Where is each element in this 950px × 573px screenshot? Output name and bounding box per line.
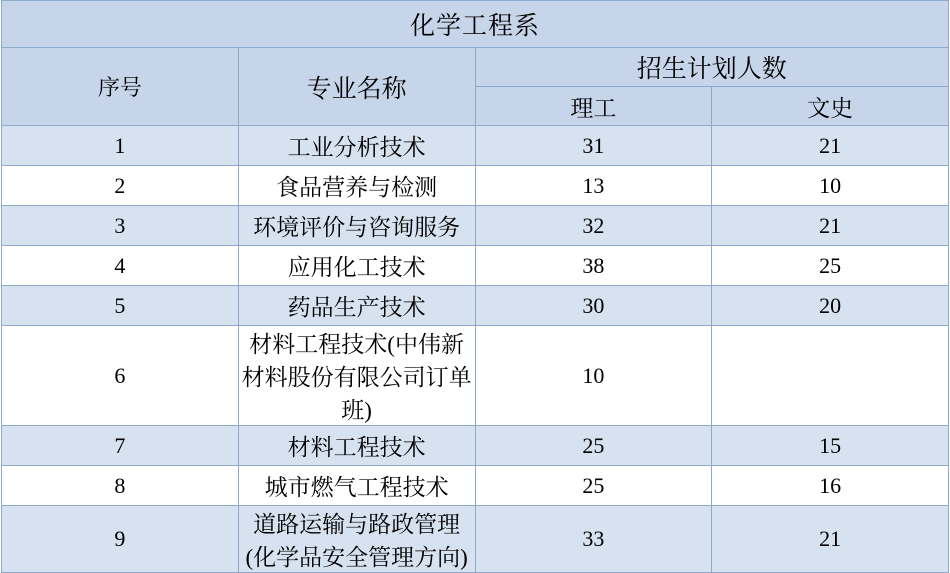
cell-science: 25 (475, 426, 712, 466)
table-row (2, 506, 949, 573)
cell-major: 环境评价与咨询服务 (238, 206, 475, 246)
column-header-seq: 序号 (2, 48, 239, 126)
cell-seq: 7 (2, 426, 239, 466)
cell-seq: 3 (2, 206, 239, 246)
cell-arts: 15 (712, 426, 949, 466)
cell-seq: 1 (2, 126, 239, 166)
table-row (2, 286, 949, 326)
cell-arts: 21 (712, 206, 949, 246)
cell-seq: 6 (2, 326, 239, 426)
cell-arts: 21 (712, 506, 949, 573)
table-row (2, 166, 949, 206)
cell-science: 10 (475, 326, 712, 426)
title-row (2, 1, 949, 48)
cell-arts: 25 (712, 246, 949, 286)
cell-seq: 9 (2, 506, 239, 573)
header-row-primary (2, 48, 949, 87)
table-row (2, 466, 949, 506)
cell-science: 33 (475, 506, 712, 573)
cell-arts (712, 326, 949, 426)
cell-science: 25 (475, 466, 712, 506)
table-row (2, 246, 949, 286)
cell-major: 材料工程技术 (238, 426, 475, 466)
cell-major: 药品生产技术 (238, 286, 475, 326)
cell-science: 30 (475, 286, 712, 326)
cell-science: 32 (475, 206, 712, 246)
cell-arts: 10 (712, 166, 949, 206)
column-header-science: 理工 (475, 87, 712, 126)
cell-major: 工业分析技术 (238, 126, 475, 166)
cell-major: 材料工程技术(中伟新材料股份有限公司订单班) (238, 326, 475, 426)
cell-major: 应用化工技术 (238, 246, 475, 286)
enrollment-plan-table (1, 0, 949, 573)
column-header-major: 专业名称 (238, 48, 475, 126)
column-header-arts: 文史 (712, 87, 949, 126)
cell-seq: 5 (2, 286, 239, 326)
cell-seq: 4 (2, 246, 239, 286)
table-row (2, 126, 949, 166)
cell-major: 城市燃气工程技术 (238, 466, 475, 506)
column-header-plan-group: 招生计划人数 (475, 48, 949, 87)
table-row (2, 326, 949, 426)
cell-major: 食品营养与检测 (238, 166, 475, 206)
cell-arts: 16 (712, 466, 949, 506)
table-row (2, 206, 949, 246)
table-row (2, 426, 949, 466)
cell-science: 31 (475, 126, 712, 166)
cell-science: 38 (475, 246, 712, 286)
cell-science: 13 (475, 166, 712, 206)
cell-seq: 8 (2, 466, 239, 506)
cell-seq: 2 (2, 166, 239, 206)
cell-arts: 21 (712, 126, 949, 166)
page-title: 化学工程系 (2, 1, 949, 48)
cell-major: 道路运输与路政管理(化学品安全管理方向) (238, 506, 475, 573)
cell-arts: 20 (712, 286, 949, 326)
